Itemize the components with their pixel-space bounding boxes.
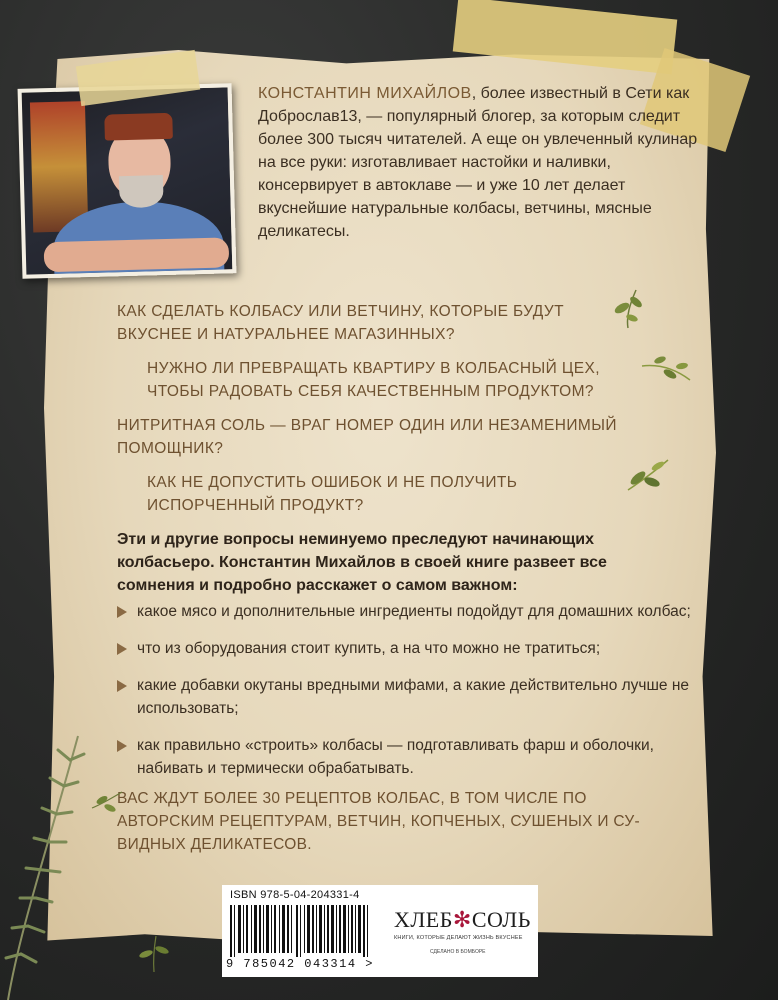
bullet-list [117,600,697,794]
triangle-bullet-icon [117,740,127,752]
question-1 [117,300,564,346]
bullet-item [117,637,697,660]
made-in-label: СДЕЛАНО В БОМБОРЕ [430,949,486,955]
author-intro-text: , более известный в Сети как Доброслав13, — популярный блогер, за которым следит более 300 тысяч читателей. А еще он увлеченный кулинар на все руки: изготавливает настойки и наливки, консервирует в автоклаве — и уже 10 лет делает вкуснейшие натуральные колбасы, ветчины, мясные деликатесы. [258,85,698,240]
author-photo [18,83,237,279]
bullet-item [117,674,697,720]
question-4-line-2: ИСПОРЧЕННЫЙ ПРОДУКТ? [147,497,364,514]
bullet-text: какие добавки окутаны вредными мифами, а какие действительно лучше не использовать; [137,677,690,717]
barcode-box [222,885,538,977]
triangle-bullet-icon [117,680,127,692]
question-2 [147,357,600,403]
triangle-bullet-icon [117,606,127,618]
bullet-item [117,734,697,780]
herb-sprig-icon [624,452,672,496]
lead-paragraph: Эти и другие вопросы неминуемо преследуют начинающих колбасьеро. Константин Михайлов в своей книге развеет все сомнения и подробно расскажет о самом важном: [117,531,607,594]
rosemary-icon [0,730,100,1000]
closing-text: ВАС ЖДУТ БОЛЕЕ 30 РЕЦЕПТОВ КОЛБАС, В ТОМ ЧИСЛЕ ПО АВТОРСКИМ РЕЦЕПТУРАМ, ВЕТЧИН, КОПЧЕНЫХ, СУШЕНЫХ И СУ-ВИДНЫХ ДЕЛИКАТЕСОВ. [117,790,640,853]
question-3 [117,414,617,460]
question-4-line-1: КАК НЕ ДОПУСТИТЬ ОШИБОК И НЕ ПОЛУЧИТЬ [147,474,518,491]
isbn-label: ISBN 978-5-04-204331-4 [230,889,360,901]
bullet-text: какое мясо и дополнительные ингредиенты подойдут для домашних колбас; [137,603,691,620]
author-intro [258,82,698,243]
herb-sprig-icon [640,352,692,392]
question-2-line-1: НУЖНО ЛИ ПРЕВРАЩАТЬ КВАРТИРУ В КОЛБАСНЫЙ ЦЕХ, [147,360,600,377]
bullet-text: что из оборудования стоит купить, а на что можно не тратиться; [137,640,601,657]
publisher-logo-left: ХЛЕБ [394,907,453,932]
question-1-line-2: ВКУСНЕЕ И НАТУРАЛЬНЕЕ МАГАЗИННЫХ? [117,326,455,343]
publisher-logo-right: СОЛЬ [471,907,531,932]
herb-sprig-icon [134,934,174,974]
flower-icon: ✻ [452,907,472,932]
author-name: КОНСТАНТИН МИХАЙЛОВ [258,85,472,102]
herb-sprig-icon [608,286,648,330]
barcode-number: 9 785042 043314 > [226,957,374,971]
publisher-tagline: КНИГИ, КОТОРЫЕ ДЕЛАЮТ ЖИЗНЬ ВКУСНЕЕ [394,935,523,941]
question-3-line-1: НИТРИТНАЯ СОЛЬ — ВРАГ НОМЕР ОДИН ИЛИ НЕЗАМЕНИМЫЙ [117,417,617,434]
bullet-item [117,600,697,623]
question-2-line-2: ЧТОБЫ РАДОВАТЬ СЕБЯ КАЧЕСТВЕННЫМ ПРОДУКТОМ? [147,383,594,400]
bullet-text: как правильно «строить» колбасы — подготавливать фарш и оболочки, набивать и термически обрабатывать. [137,737,654,777]
publisher-logo [394,907,531,933]
barcode-icon [230,905,380,957]
triangle-bullet-icon [117,643,127,655]
question-3-line-2: ПОМОЩНИК? [117,440,224,457]
question-1-line-1: КАК СДЕЛАТЬ КОЛБАСУ ИЛИ ВЕТЧИНУ, КОТОРЫЕ БУДУТ [117,303,564,320]
question-4 [147,471,517,517]
